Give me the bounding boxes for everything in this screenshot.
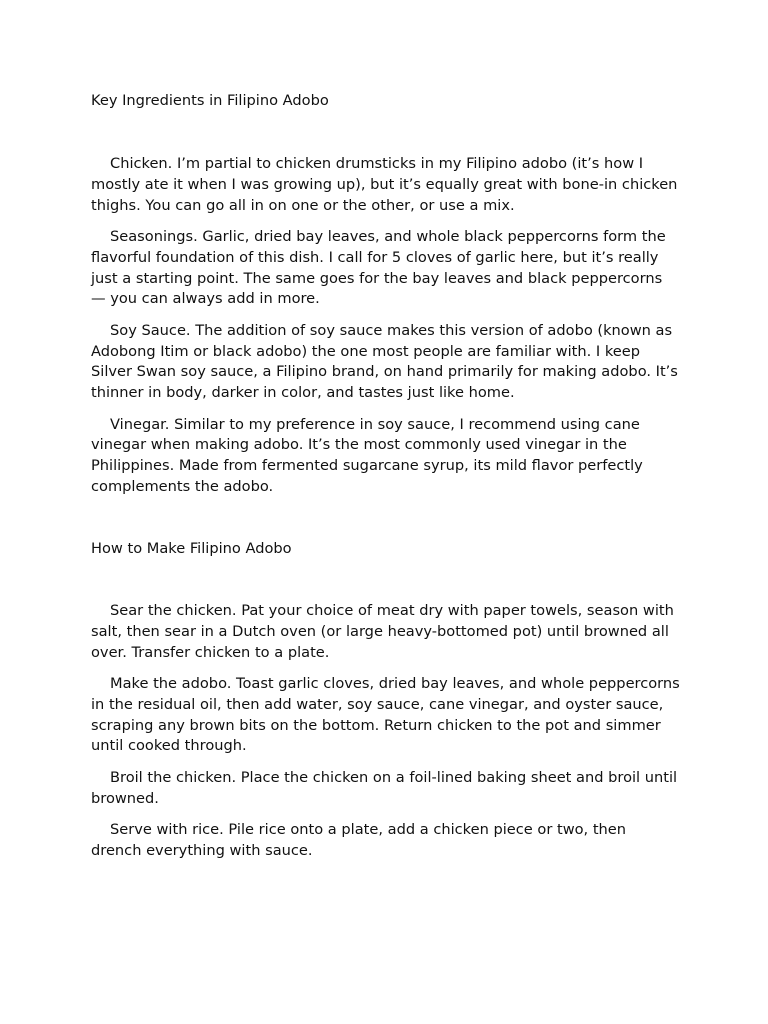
paragraph-broil: Broil the chicken. Place the chicken on a foil-lined baking sheet and broil until browned. <box>91 768 678 807</box>
section-body-method <box>91 601 681 872</box>
paragraph-serve: Serve with rice. Pile rice onto a plate, add a chicken piece or two, then drench everything with sauce. <box>91 820 627 859</box>
paragraph-vinegar: Vinegar. Similar to my preference in soy sauce, I recommend using cane vinegar when making adobo. It’s the most commonly used vinegar in the Philippines. Made from fermented sugarcane syrup, its mild flavor perfectly complements the adobo. <box>91 415 643 495</box>
paragraph-make-adobo: Make the adobo. Toast garlic cloves, dried bay leaves, and whole peppercorns in the residual oil, then add water, soy sauce, cane vinegar, and oyster sauce, scraping any brown bits on the bottom. Return chicken to the pot and simmer until cooked through. <box>91 674 680 755</box>
paragraph-seasonings: Seasonings. Garlic, dried bay leaves, and whole black peppercorns form the flavorful foundation of this dish. I call for 5 cloves of garlic here, but it’s really just a starting point. The same goes for the bay leaves and black peppercorns — you can always add in more. <box>91 227 666 308</box>
paragraph-soy-sauce: Soy Sauce. The addition of soy sauce makes this version of adobo (known as Adobong Itim or black adobo) the one most people are familiar with. I keep Silver Swan soy sauce, a Filipino brand, on hand primarily for making adobo. It’s thinner in body, darker in color, and tastes just like home. <box>91 321 678 402</box>
paragraph-chicken: Chicken. I’m partial to chicken drumsticks in my Filipino adobo (it’s how I mostly ate it when I was growing up), but it’s equally great with bone-in chicken thighs. You can go all in on one or the other, or use a mix. <box>91 155 678 214</box>
section-body-ingredients <box>91 154 681 508</box>
section-heading-ingredients: Key Ingredients in Filipino Adobo <box>91 92 329 109</box>
section-heading-method: How to Make Filipino Adobo <box>91 540 292 557</box>
paragraph-sear: Sear the chicken. Pat your choice of meat dry with paper towels, season with salt, then sear in a Dutch oven (or large heavy-bottomed pot) until browned all over. Transfer chicken to a plate. <box>91 602 674 661</box>
